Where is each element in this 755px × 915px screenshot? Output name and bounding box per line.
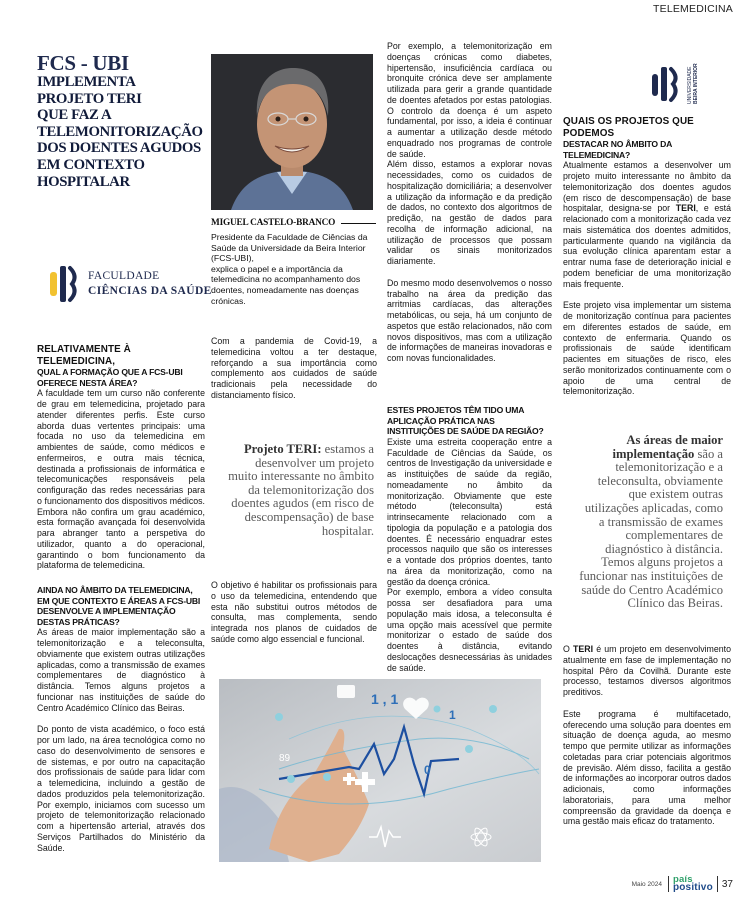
text: é um projeto em desenvolvimento atualmente em fase de implementação no hospital Pêro da Covilhã. Durante este processo, testamos diversos algoritmos preditivos. [563,644,732,697]
text-emphasis: TERI [675,203,696,214]
ubi-logo-line1: UNIVERSIDADE [687,66,693,104]
telemedicine-graphic [219,679,541,862]
answer-paragraph: A faculdade tem um curso não conferente de grau em telemedicina, projetado para atender diferentes perfis. Este curso aborda duas vertentes principais: uma focada no uso da telemedicina em ambientes de saúde, como médicos e enfermeiros, e outra mais técnica, destinada a profissionais de informática e telecomunicações responsáveis pela configuração das redes necessárias para o funcionamento dos dispositivos médicos. Embora não confira um grau académico, esta formação avançada foi desenvolvida para abranger tanto a perspetiva do utilizador, quanto a do operacional, garantindo o bom funcionamento da plataforma de telemedicina. [37,388,205,571]
fcs-logo-mark-icon [48,264,82,304]
answer-paragraph: As áreas de maior implementação são a telemonitorização e a teleconsulta, obviamente que existem outras utilizações aplicadas, como a transmissão de exames complementares de diagnóstico à distância. Temos alguns projetos a funcionar nas instituições de saúde do Centro Académico Clínico das Beiras. [37,627,205,713]
footer-divider [668,876,669,892]
answer-paragraph: Existe uma estreita cooperação entre a Faculdade de Ciências da Saúde, os centros de Investigação da universidade e as instituições de saúde da região, nomeadamente no âmbito da monitorização. Obviamente que este método (teleconsulta) está intrinsecamente relacionado com a tipologia da população e a patologia dos doentes. É necessário enquadrar estes processos naquilo que são os interesses e a vontade dos próprios doentes, tanto na área da monitorização, como na gestão da doença crónica. [387,436,552,587]
svg-text:1 , 1: 1 , 1 [371,691,399,707]
paragraph-objetivo: O objetivo é habilitar os profissionais para o uso da telemedicina, entendendo que esta não substitui outros métodos de consulta, mas complementa, sendo integrada nos planos de cuidados de saúde como algo essencial e funcional. [211,580,377,644]
answer-paragraph: Do ponto de vista académico, o foco está por um lado, na área tecnológica como no caso do desenvolvimento de sensores e de sistemas, e por outro na capacitação dos profissionais de saúde para lidar com a telemedicina, incluindo a gestão de dados produzidos pela telemonitorização. Por exemplo, iniciamos com sucesso um projeto de telemonitorização relacionado com a hipertensão arterial, através dos Serviços Partilhados do Ministério da Saúde. [37,724,205,853]
question-heading-lead: QUAIS OS PROJETOS QUE PODEMOS [563,116,694,139]
page-footer [632,876,733,892]
paragraph: Por exemplo, a telemonitorização em doenças crónicas como diabetes, hipertensão, insuficiência cardíaca ou bronquite crónica deve ser amplamente utilizada para gerir a grande quantidade de doentes afetados por estas patologias. O controlo da doença é um aspeto fundamental, por isso, a ideia é continuar a aumentar a utilização desde método enquadrado nos programas de controle de saúde. [387,41,552,159]
fcs-logo-line2: CIÊNCIAS DA SAÚDE [88,285,212,297]
headline-org: FCS - UBI [37,51,129,75]
portrait-photo [211,54,373,210]
article-intro: explica o papel e a importância da telemedicina no acompanhamento dos doentes, nomeadamente nas doenças crónicas. [211,263,361,306]
question-heading: ESTES PROJETOS TÊM TIDO UMA APLICAÇÃO PRÁTICA NAS INSTITUIÇÕES DE SAÚDE DA REGIÃO? [387,405,544,437]
svg-text:0: 0 [424,763,431,777]
interviewee-role: Presidente da Faculdade de Ciências da Saúde da Universidade da Beira Interior (FCS-UBI), [211,232,368,264]
footer-divider [717,876,718,892]
text-emphasis: TERI [573,644,594,654]
qa-block-aplicacao [387,405,552,673]
column-3-top [387,41,552,364]
headline-line: DOS DOENTES AGUDOS [37,140,201,157]
question-heading [37,344,205,388]
question-heading-rest: QUAL A FORMAÇÃO QUE A FCS-UBI OFERECE NESTA ÁREA? [37,367,183,388]
headline-line: QUE FAZ A [37,107,112,124]
text: O [563,644,573,654]
paragraph [563,644,731,698]
brand-line2: positivo [672,882,713,893]
paragraph: Além disso, estamos a explorar novas necessidades, como os cuidados de hospitalização domiciliária; a desenvolver a utilização da informação e da predição de dados, no contexto dos algoritmos de predição, na gestão de dados para recolha de informação adicional, na utilização de processos que possam validar os sinais monitorizados diariamente. [387,159,552,266]
brand-line1: país [672,874,693,885]
pull-quote-text: estamos a desenvolver um projeto muito interessante no âmbito da telemonitorização dos doentes agudos (em risco de descompensação) de base hospitalar. [228,442,374,538]
pull-quote-lead: Projeto TERI: [243,442,322,456]
headline-line: EM CONTEXTO [37,156,145,173]
interviewee-name [211,218,376,228]
pull-quote-lead: As áreas de maior implementação [612,433,723,461]
pull-quote-teri [224,443,374,538]
answer-paragraph [563,160,731,289]
question-heading: AINDA NO ÂMBITO DA TELEMEDICINA, EM QUE CONTEXTO E ÁREAS A FCS-UBI DESENVOLVE A IMPLEMENTAÇÃO DESTAS PRÁTICAS? [37,585,201,627]
interviewee-name-text: MIGUEL CASTELO-BRANCO [211,218,336,228]
question-heading-rest: DESTACAR NO ÂMBITO DA TELEMEDICINA? [563,139,672,160]
paragraph: Do mesmo modo desenvolvemos o nosso trabalho na área da predição das arritmias cardíacas, das alterações metabólicas, ou seja, há um conjunto de aspetos que estão relacionados, não com novos dispositivos, mas com a utilização de informações de maneiras inovadoras e com novas funcionalidades. [387,277,552,363]
text: , e está relacionado com a monitorização cada vez mais sistemática dos doentes admitidos, particularmente quando na vigilância da sua evolução clínica aparentam estar a entrar numa fase de deterioração inicial e podem beneficiar de uma monitorização mais frequente. [563,203,731,289]
teri-description [563,644,731,827]
portrait-illustration [211,54,373,210]
interviewee-description [211,232,376,306]
ubi-logo-line2: BEIRA INTERIOR [693,63,699,104]
headline-line: IMPLEMENTA [37,74,136,90]
fcs-logo-line1: FACULDADE [88,270,160,282]
qa-block-contexto [37,585,205,853]
answer-paragraph: Por exemplo, embora a vídeo consulta possa ser desafiadora para uma população mais idosa, a teleconsulta é uma opção mais acessível que permite monitorizar o estado de saúde dos doentes à distância, evitando deslocações desnecessárias às unidades de saúde. [387,587,552,673]
page-number: 37 [721,878,733,890]
pull-quote-areas [578,434,723,611]
issue-date: Maio 2024 [631,880,662,888]
answer-paragraph: Este projeto visa implementar um sistema de monitorização contínua para pacientes em diferentes estados de saúde, em contexto de enfermaria. Quando os profissionais de saúde identificam pacientes em situações de risco, eles serão monitorizados continuamente com o apoio de uma central de telemonitorização. [563,300,731,397]
paragraph: Este programa é multifacetado, oferecendo uma solução para doentes em situação de doença aguda, ao mesmo tempo que permite utilizar as informações coletadas para criar potenciais algoritmos de previsão. Além disso, facilita a gestão de informações ao incorporar outros dados adicionais, como informações laboratoriais, para uma melhor compreensão da gravidade da doença e uma gestão mais eficaz do tratamento. [563,708,731,827]
pull-quote-text: são a telemonitorização e a teleconsulta, obviamente que existem outras utilizações aplicadas, como a transmissão de exames complementares de diagnóstico à distância. Temos alguns projetos a funcionar nas instituições de saúde do Centro Académico Clínico das Beiras. [579,446,723,611]
headline [37,52,207,190]
question-heading-lead: RELATIVAMENTE À TELEMEDICINA, [37,344,131,367]
byline [211,218,376,306]
text: Atualmente estamos a desenvolver um projeto muito interessante no âmbito da telemonitorização dos doentes agudos (em risco de descompensação) de base hospitalar, designa-se por [563,160,731,214]
ubi-logo-mark-icon [650,64,686,104]
headline-line: PROJETO TERI [37,90,142,107]
telemedicine-illustration [219,679,541,862]
qa-block-projetos [563,116,731,397]
qa-block-formacao [37,344,205,571]
overlay-number: 89 [279,753,291,764]
fcs-logo [48,264,218,304]
svg-text:1: 1 [449,708,456,722]
section-tag: TELEMEDICINA [653,3,733,15]
ubi-logo-text [687,62,699,104]
ubi-logo [650,64,710,106]
headline-line: TELEMONITORIZAÇÃO [37,123,203,140]
magazine-brand [673,876,713,892]
headline-line: HOSPITALAR [37,173,130,190]
paragraph-covid: Com a pandemia de Covid-19, a telemedicina voltou a ter destaque, reforçando a sua importância como complemento aos cuidados de saúde tradicionais pela necessidade do distanciamento físico. [211,336,377,400]
question-heading [563,116,731,160]
